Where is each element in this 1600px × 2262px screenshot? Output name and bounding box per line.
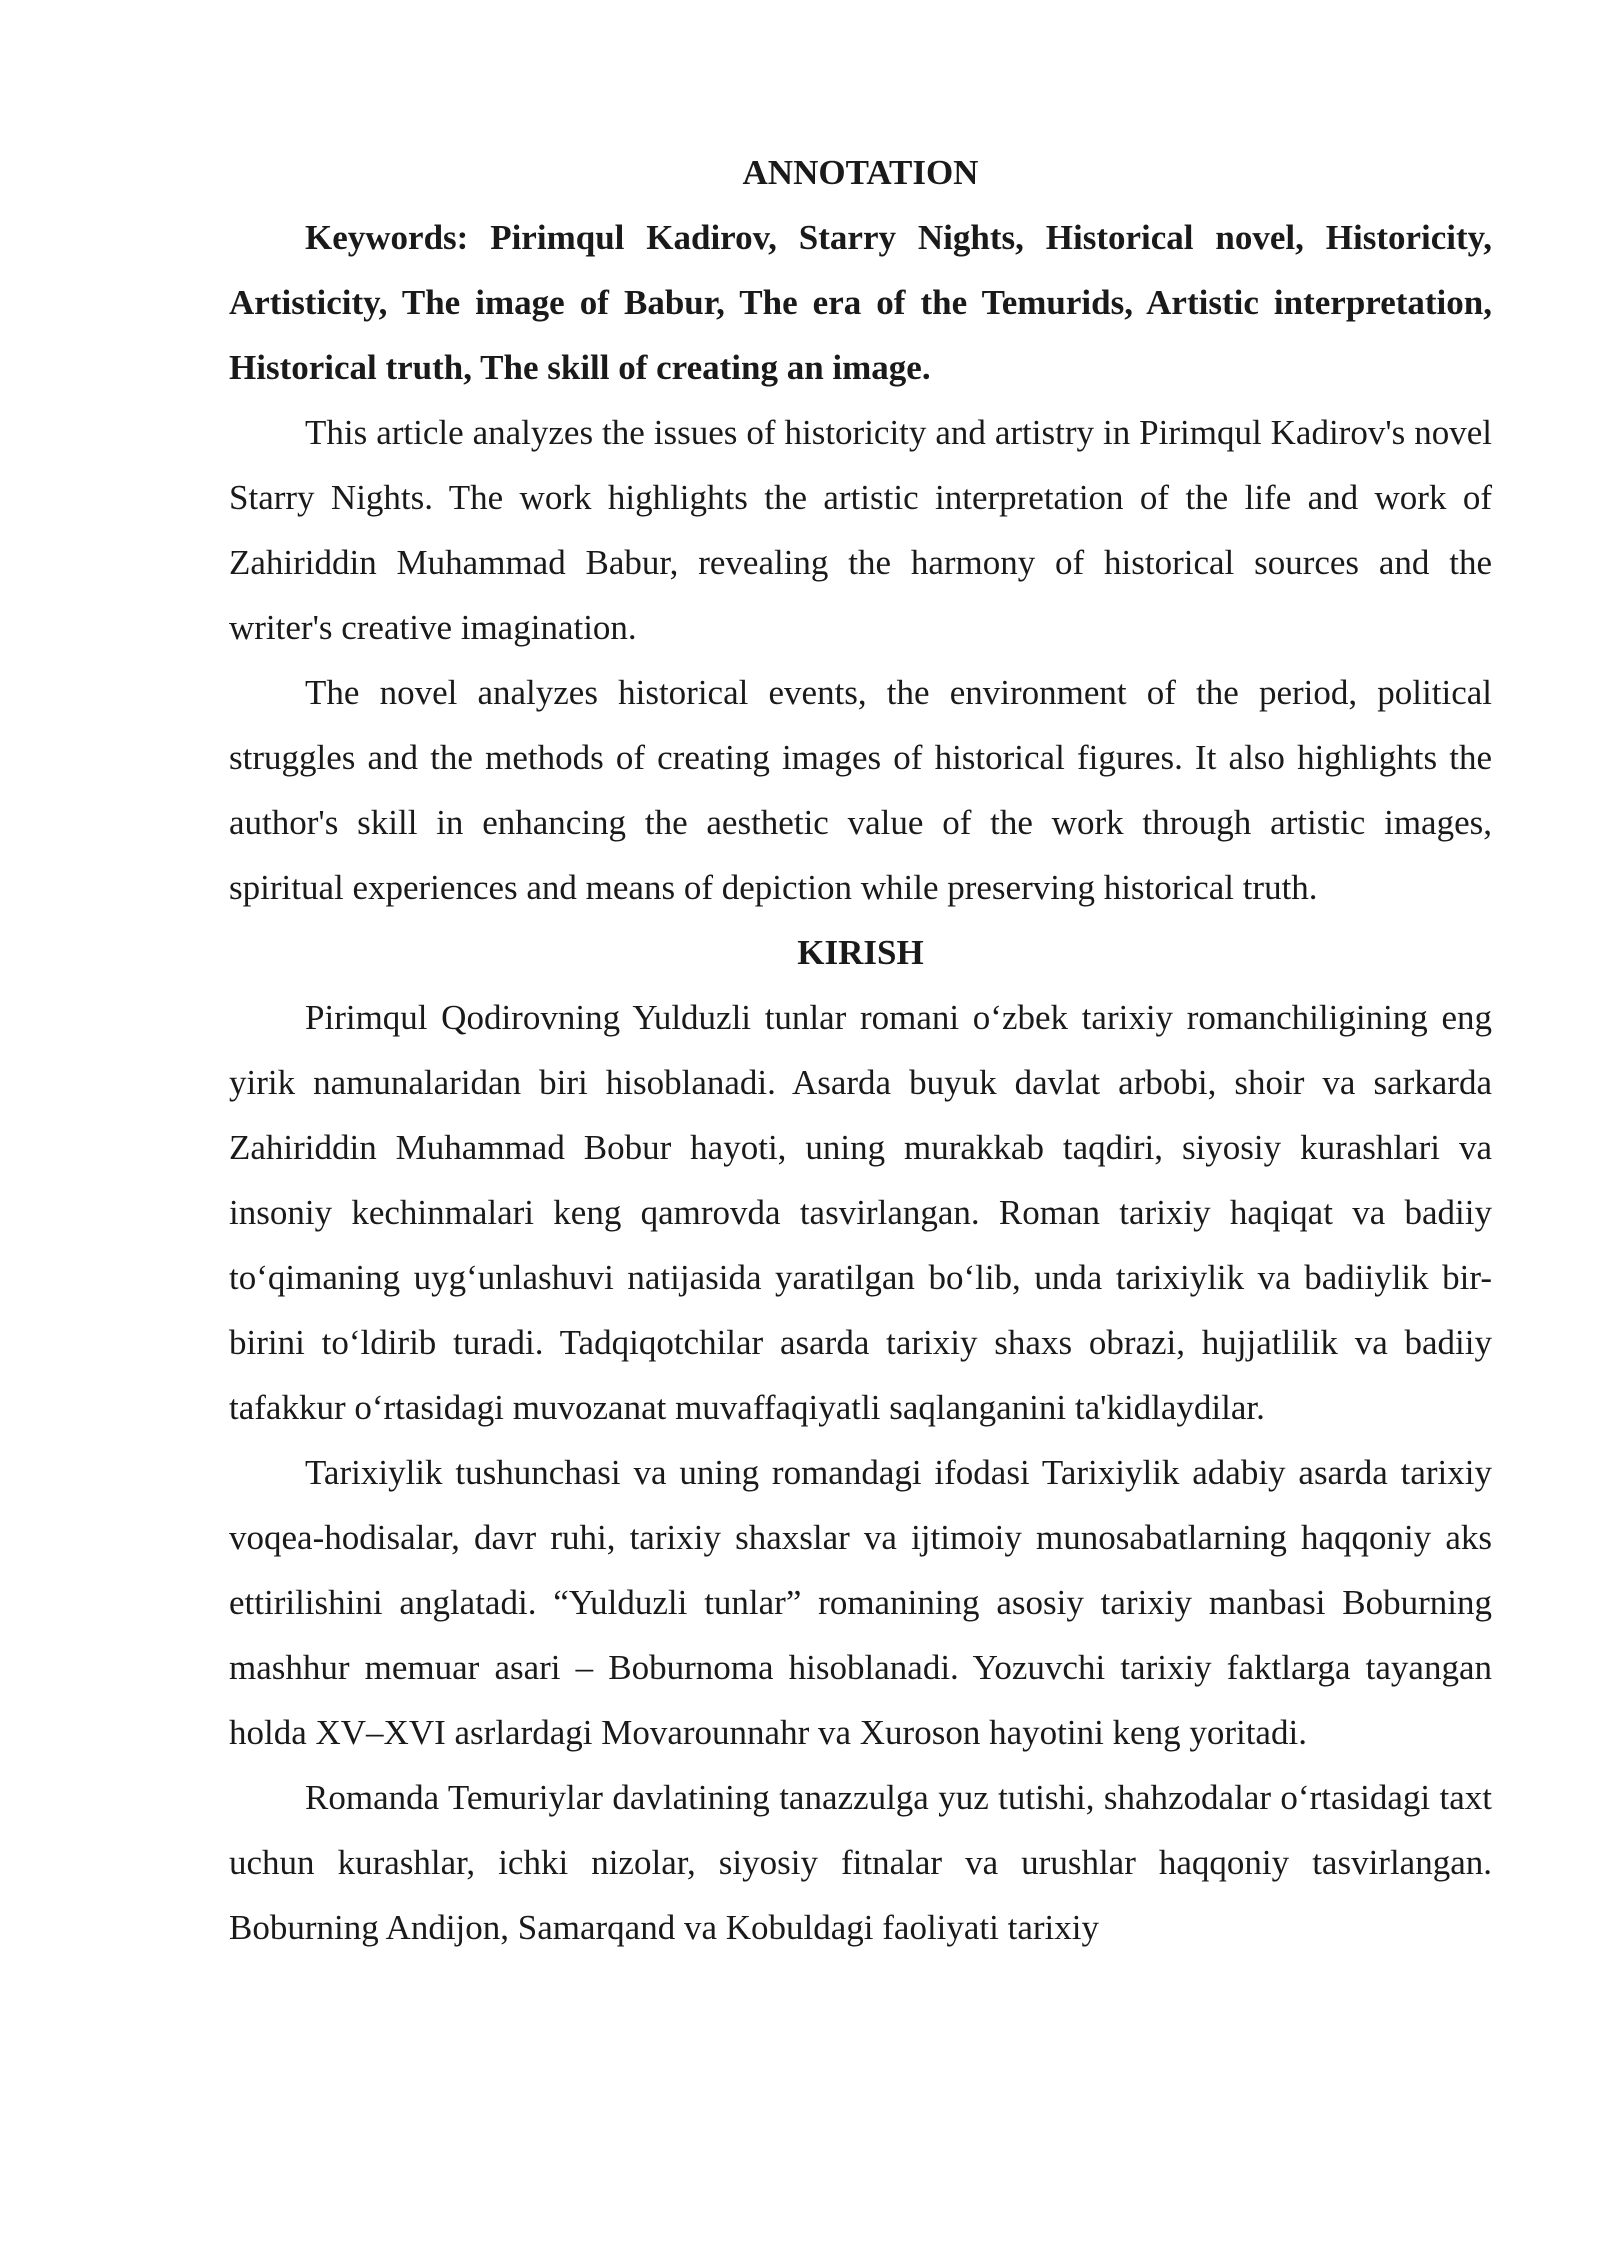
kirish-paragraph-1: Pirimqul Qodirovning Yulduzli tunlar romani o‘zbek tarixiy romanchiligining eng yirik namunalaridan biri hisoblanadi. Asarda buyuk davlat arbobi, shoir va sarkarda Zahiriddin Muhammad Bobur hayoti, uning murakkab taqdiri, siyosiy kurashlari va insoniy kechinmalari keng qamrovda tasvirlangan. Roman tarixiy haqiqat va badiiy to‘qimaning uyg‘unlashuvi natijasida yaratilgan bo‘lib, unda tarixiylik va badiiylik bir-birini to‘ldirib turadi. Tadqiqotchilar asarda tarixiy shaxs obrazi, hujjatlilik va badiiy tafakkur o‘rtasidagi muvozanat muvaffaqiyatli saqlanganini ta'kidlaydilar. [229, 998, 1492, 1427]
annotation-heading: ANNOTATION [742, 153, 979, 192]
annotation-paragraph-2: The novel analyzes historical events, the environment of the period, political struggles and the methods of creating images of historical figures. It also highlights the author's skill in enhancing the aesthetic value of the work through artistic images, spiritual experiences and means of depiction while preserving historical truth. [229, 673, 1492, 907]
annotation-paragraph-1: This article analyzes the issues of historicity and artistry in Pirimqul Kadirov's novel Starry Nights. The work highlights the artistic interpretation of the life and work of Zahiriddin Muhammad Babur, revealing the harmony of historical sources and the writer's creative imagination. [229, 413, 1492, 647]
keywords-paragraph: Keywords: Pirimqul Kadirov, Starry Nights, Historical novel, Historicity, Artisticity, The image of Babur, The era of the Temurids, Artistic interpretation, Historical truth, The skill of creating an image. [229, 218, 1492, 387]
kirish-paragraph-2: Tarixiylik tushunchasi va uning romandagi ifodasi Tarixiylik adabiy asarda tarixiy voqea-hodisalar, davr ruhi, tarixiy shaxslar va ijtimoiy munosabatlarning haqqoniy aks ettirilishini anglatadi. “Yulduzli tunlar” romanining asosiy tarixiy manbasi Boburning mashhur memuar asari – Boburnoma hisoblanadi. Yozuvchi tarixiy faktlarga tayangan holda XV–XVI asrlardagi Movarounnahr va Xuroson hayotini keng yoritadi. [229, 1453, 1492, 1752]
kirish-heading: KIRISH [797, 933, 924, 972]
kirish-paragraph-3: Romanda Temuriylar davlatining tanazzulga yuz tutishi, shahzodalar o‘rtasidagi taxt uchun kurashlar, ichki nizolar, siyosiy fitnalar va urushlar haqqoniy tasvirlangan. Boburning Andijon, Samarqand va Kobuldagi faoliyati tarixiy [229, 1778, 1492, 1947]
document-page [229, 140, 1492, 1960]
